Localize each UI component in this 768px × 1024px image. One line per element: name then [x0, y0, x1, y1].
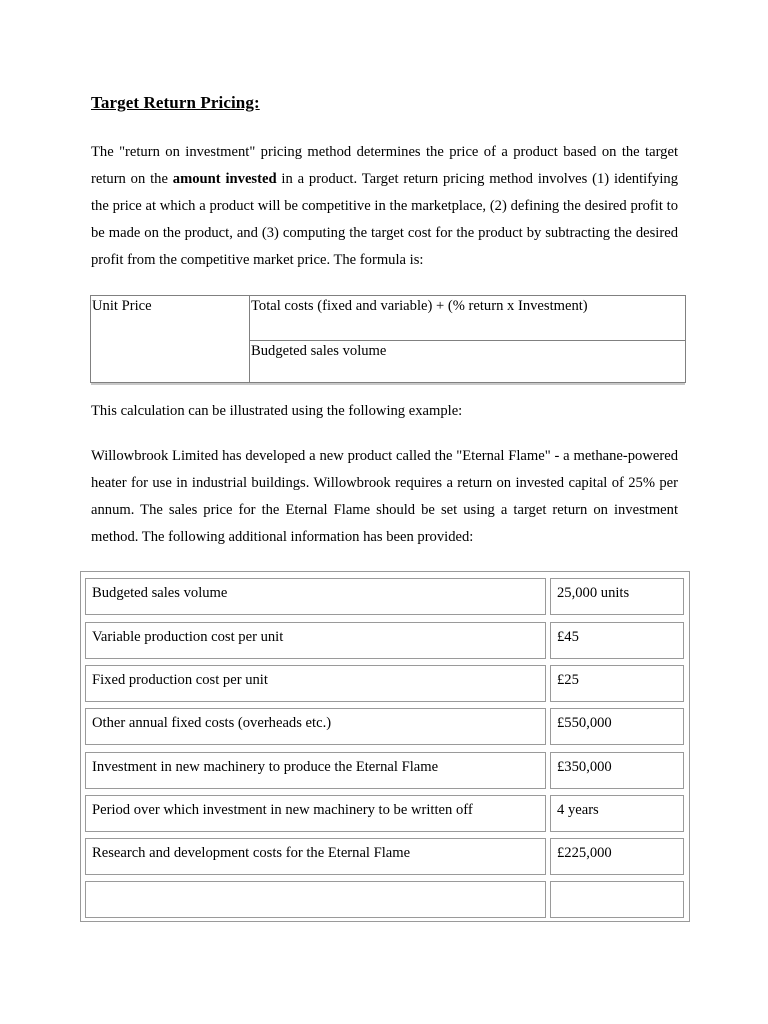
row-value: 25,000 units: [557, 585, 630, 601]
row-value: £350,000: [557, 759, 612, 775]
table-cell-value: [550, 881, 684, 918]
intro-bold-term: amount invested: [172, 171, 277, 187]
row-label: Period over which investment in new machinery to be written off: [92, 802, 473, 818]
formula-numerator: Total costs (fixed and variable) + (% return x Investment): [251, 298, 588, 314]
table-cell-label: [85, 795, 546, 832]
table-shadow: [91, 383, 685, 385]
table-cell-label: [85, 752, 546, 789]
row-value: £550,000: [557, 715, 612, 731]
row-label: Research and development costs for the Eternal Flame: [92, 845, 411, 861]
table-row: [81, 795, 689, 833]
row-value: £25: [557, 672, 579, 688]
data-table: [80, 571, 690, 922]
row-value: 4 years: [557, 802, 599, 818]
table-row: [81, 881, 689, 919]
row-label: Variable production cost per unit: [92, 629, 284, 645]
table-row: [81, 665, 689, 703]
table-cell-label: [85, 622, 546, 659]
table-cell-value: [550, 578, 684, 615]
intro-text-1: The "return on investment" pricing method determines the price of a product based on the target return on the: [91, 144, 678, 187]
table-cell-value: [550, 838, 684, 875]
formula-label-cell: [91, 296, 250, 382]
row-value: £45: [557, 629, 579, 645]
intro-text-2: in a product. Target return pricing method involves (1) identifying the price at which a product will be competitive in the marketplace, (2) defining the desired profit to be made on the product, and (3) computing the target cost for the product by subtracting the desired profit from the competitive market price. The formula is:: [91, 171, 679, 268]
row-label: Investment in new machinery to produce the Eternal Flame: [92, 759, 439, 775]
example-paragraph: Willowbrook Limited has developed a new product called the "Eternal Flame" - a methane-powered heater for use in industrial buildings. Willowbrook requires a return on invested capital of 25% per annum. The sales price for the Eternal Flame should be set using a target return on investment method. The following additional information has been provided:: [91, 448, 678, 545]
table-cell-label: [85, 708, 546, 745]
table-cell-value: [550, 752, 684, 789]
formula-denominator: Budgeted sales volume: [251, 343, 387, 359]
table-row: [81, 708, 689, 746]
table-cell-value: [550, 708, 684, 745]
table-row: [81, 838, 689, 876]
table-cell-label: [85, 665, 546, 702]
intro-paragraph: [91, 139, 678, 274]
row-label: Other annual fixed costs (overheads etc.): [92, 715, 332, 731]
illustration-paragraph: This calculation can be illustrated using the following example:: [91, 403, 463, 419]
page-title: Target Return Pricing:: [91, 93, 260, 112]
formula-numerator-cell: [250, 296, 685, 341]
table-cell-value: [550, 665, 684, 702]
table-row: [81, 622, 689, 660]
row-label: Budgeted sales volume: [92, 585, 228, 601]
formula-table: [90, 295, 686, 383]
table-row: [81, 578, 689, 616]
table-row: [81, 752, 689, 790]
formula-denominator-cell: [250, 341, 685, 382]
table-cell-value: [550, 795, 684, 832]
table-cell-label: [85, 838, 546, 875]
formula-label: Unit Price: [92, 298, 152, 314]
table-cell-value: [550, 622, 684, 659]
row-value: £225,000: [557, 845, 612, 861]
row-label: Fixed production cost per unit: [92, 672, 268, 688]
table-cell-label: [85, 881, 546, 918]
table-cell-label: [85, 578, 546, 615]
